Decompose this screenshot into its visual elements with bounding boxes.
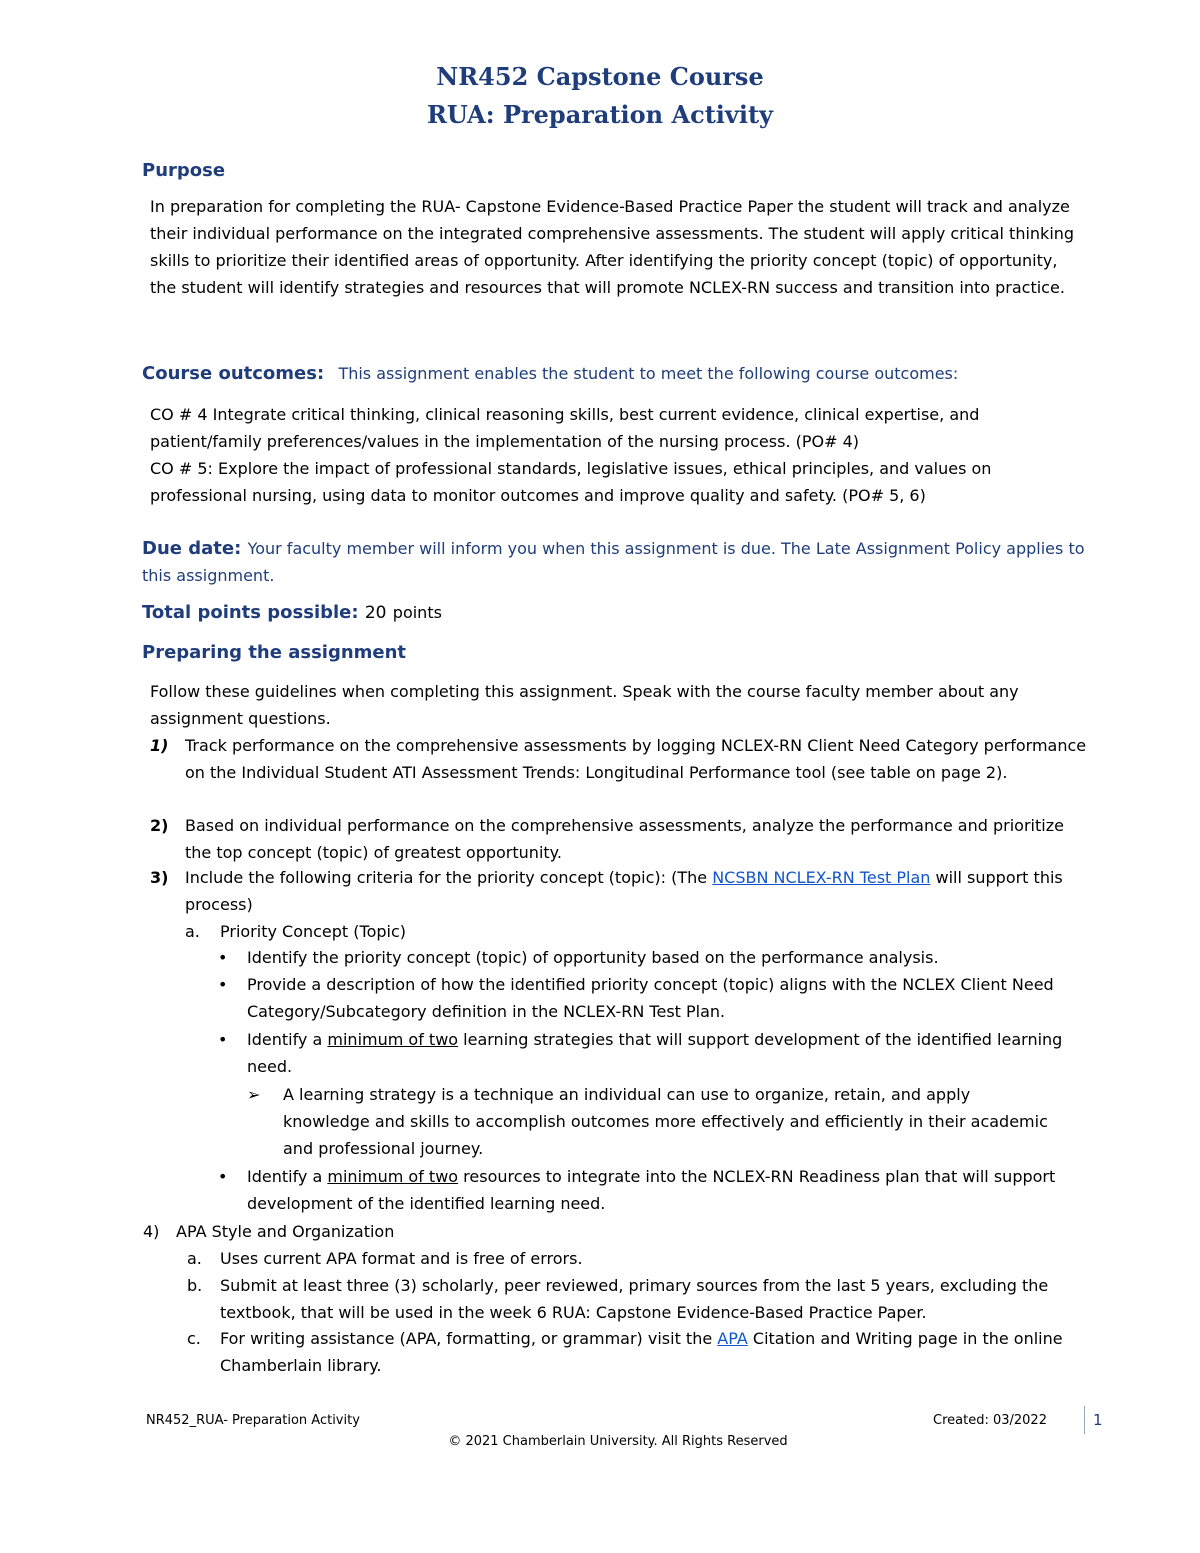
outcome-co4-label: CO # 4	[150, 405, 208, 424]
sub-bullet-text: A learning strategy is a technique an individual can use to organize, retain, and apply knowledge and skills to accomplish outcomes more effectively and efficiently in their academic and professional journey.	[283, 1085, 1048, 1158]
apa-link[interactable]: APA	[717, 1329, 748, 1348]
footer-page-number: 1	[1093, 1411, 1103, 1429]
footer-created: Created: 03/2022	[933, 1413, 1047, 1428]
bullet4-emphasis: minimum of two	[327, 1167, 459, 1186]
item3-number: 3)	[150, 868, 169, 887]
total-points-unit: points	[392, 603, 442, 622]
item1-number: 1)	[150, 736, 169, 755]
course-outcomes-heading	[142, 363, 1082, 384]
item3-text-pre: Include the following criteria for the priority concept (topic): (The	[185, 868, 708, 887]
ncsbn-test-plan-link[interactable]: NCSBN NCLEX-RN Test Plan	[712, 868, 931, 887]
footer-divider	[1084, 1406, 1085, 1434]
item4-text: APA Style and Organization	[176, 1222, 395, 1241]
document-title: NR452 Capstone Course	[436, 62, 764, 91]
course-outcomes-intro: This assignment enables the student to meet the following course outcomes:	[338, 364, 959, 383]
bullet-icon: •	[218, 1030, 228, 1049]
due-date-label: Due date:	[142, 538, 242, 559]
course-outcomes-label: Course outcomes:	[142, 363, 325, 384]
bullet4-post: resources to integrate into the NCLEX-RN Readiness plan that will support development of the identified learning need.	[247, 1167, 1056, 1213]
footer-copyright: © 2021 Chamberlain University. All Rights Reserved	[448, 1434, 788, 1449]
outcome-co5-text: Explore the impact of professional standards, legislative issues, ethical principles, and values on professional nursing, using data to monitor outcomes and improve quality and safety. (PO# 5, 6)	[150, 459, 992, 505]
bullet1-text: Identify the priority concept (topic) of opportunity based on the performance analysis.	[247, 948, 939, 967]
bullet4-text	[247, 1163, 1067, 1217]
preparing-heading: Preparing the assignment	[142, 642, 407, 663]
item4b-text: Submit at least three (3) scholarly, peer reviewed, primary sources from the last 5 years, excluding the textbook, that will be used in the week 6 RUA: Capstone Evidence-Based Practice Paper.	[220, 1276, 1049, 1322]
outcome-co4	[150, 401, 1090, 455]
bullet3-post: learning strategies that will support development of the identified learning need.	[247, 1030, 1063, 1076]
item3-text	[185, 864, 1115, 918]
item3a-text: Priority Concept (Topic)	[220, 922, 407, 941]
outcome-co5	[150, 455, 1090, 509]
outcome-co4-text: Integrate critical thinking, clinical reasoning skills, best current evidence, clinical expertise, and patient/family preferences/values in the implementation of the nursing process. (PO# 4)	[150, 405, 980, 451]
due-date	[142, 535, 1092, 589]
bullet-icon: •	[218, 948, 228, 967]
item3-text-post: will support this process)	[185, 868, 1063, 914]
bullet-icon: •	[218, 1167, 228, 1186]
item2-text: Based on individual performance on the comprehensive assessments, analyze the performance and prioritize the top concept (topic) of greatest opportunity.	[185, 816, 1064, 862]
item3a-label: a.	[185, 922, 200, 941]
bullet3-pre: Identify a	[247, 1030, 323, 1049]
outcome-co5-label: CO # 5:	[150, 459, 213, 478]
purpose-text: In preparation for completing the RUA- Capstone Evidence-Based Practice Paper the student will track and analyze their individual performance on the integrated comprehensive assessments. The student will apply critical thinking skills to prioritize their identified areas of opportunity. After identifying the priority concept (topic) of opportunity, the student will identify strategies and resources that will promote NCLEX-RN success and transition into practice.	[150, 197, 1075, 297]
item4a-text: Uses current APA format and is free of errors.	[220, 1249, 583, 1268]
purpose-heading: Purpose	[142, 160, 226, 181]
item4a-label: a.	[187, 1249, 202, 1268]
document-subtitle: RUA: Preparation Activity	[426, 100, 773, 129]
due-date-text: Your faculty member will inform you when this assignment is due. The Late Assignment Policy applies to this assignment.	[142, 539, 1085, 585]
bullet3-emphasis: minimum of two	[327, 1030, 459, 1049]
item4c-label: c.	[187, 1329, 201, 1348]
item4b-label: b.	[187, 1276, 203, 1295]
bullet3-text	[247, 1026, 1077, 1080]
item4c-post: Citation and Writing page in the online Chamberlain library.	[220, 1329, 1063, 1375]
item2-number: 2)	[150, 816, 169, 835]
arrow-bullet-icon: ➢	[247, 1085, 261, 1104]
item4-number: 4)	[143, 1222, 160, 1241]
footer-doc-name: NR452_RUA- Preparation Activity	[146, 1413, 360, 1428]
bullet2-text: Provide a description of how the identified priority concept (topic) aligns with the NCLEX Client Need Category/Subcategory definition in the NCLEX-RN Test Plan.	[247, 975, 1054, 1021]
bullet4-pre: Identify a	[247, 1167, 323, 1186]
total-points-value: 20	[364, 603, 387, 623]
total-points	[142, 602, 442, 623]
bullet-icon: •	[218, 975, 228, 994]
total-points-label: Total points possible:	[142, 602, 359, 623]
item4c-text	[220, 1325, 1090, 1379]
item4c-pre: For writing assistance (APA, formatting, or grammar) visit the	[220, 1329, 713, 1348]
item1-text: Track performance on the comprehensive assessments by logging NCLEX-RN Client Need Category performance on the Individual Student ATI Assessment Trends: Longitudinal Performance tool (see table on page 2).	[185, 736, 1087, 782]
preparing-intro: Follow these guidelines when completing this assignment. Speak with the course faculty member about any assignment questions.	[150, 682, 1019, 728]
